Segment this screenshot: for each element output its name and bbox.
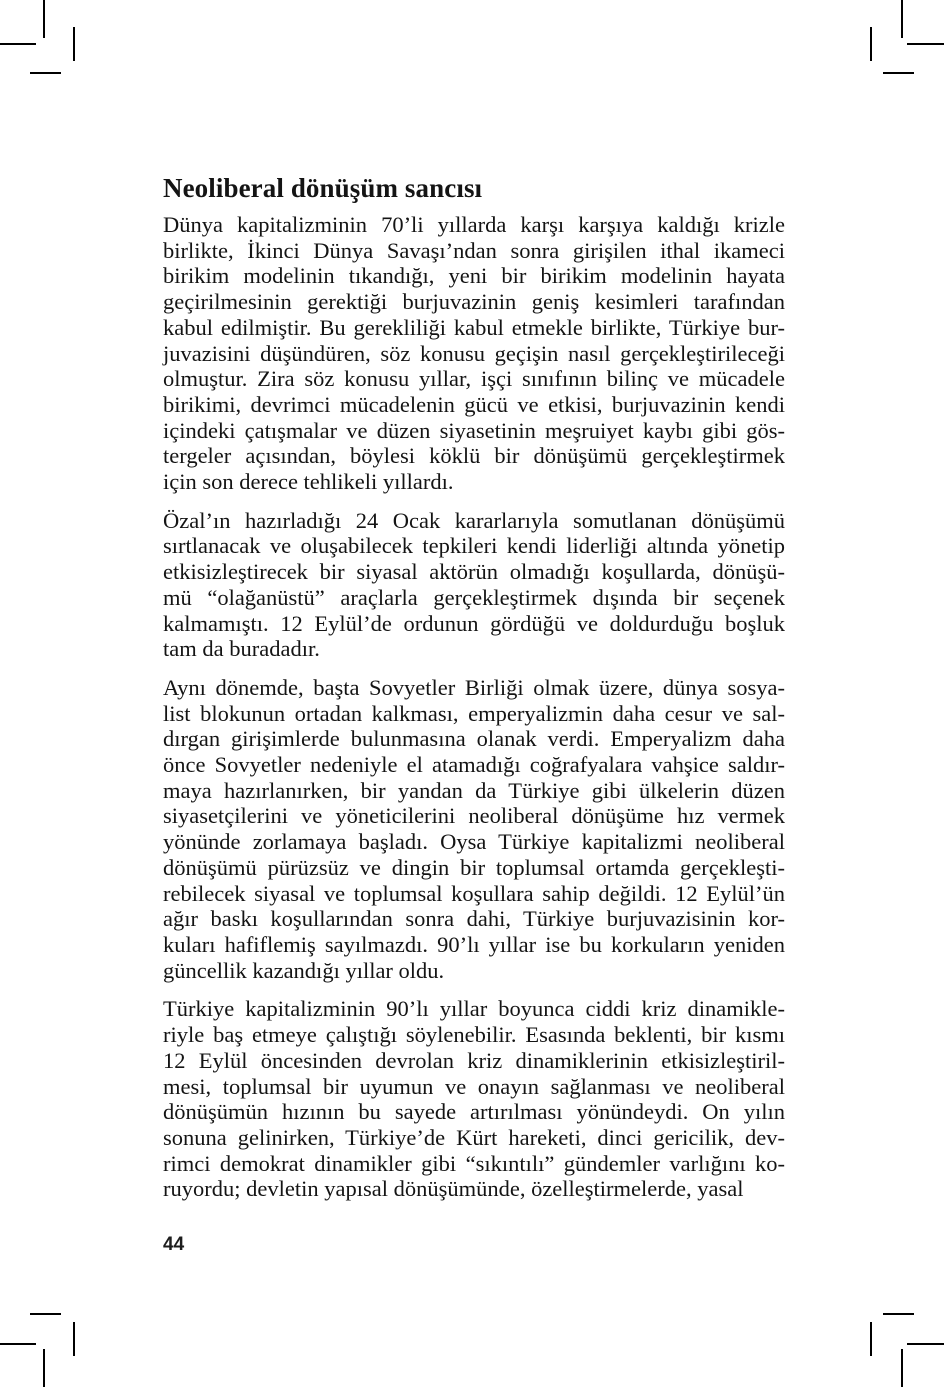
text-line: riyle baş etmeye çalıştığı söylenebilir. Esasında beklenti, bir kısmı (163, 1022, 785, 1048)
text-line: rimci demokrat dinamikler gibi “sıkıntılı” gündemler varlığını ko- (163, 1150, 785, 1176)
crop-mark-bottom-left-vertical-outer (43, 1349, 45, 1387)
text-line: geçirilmesinin gerektiği burjuvazinin geniş kesimleri tarafından (163, 289, 785, 315)
crop-mark-top-left-horizontal-inner (30, 72, 61, 74)
crop-mark-top-right-vertical-outer (901, 0, 903, 38)
text-line: yönünde zorlamaya başladı. Oysa Türkiye kapitalizmi neoliberal (163, 829, 785, 855)
text-line: juvazisini düşündüren, söz konusu geçişin nasıl gerçekleştirileceği (163, 340, 785, 366)
text-line: kalmamıştı. 12 Eylül’de ordunun gördüğü ve doldurduğu boşluk (163, 610, 785, 636)
text-line: siyasetçilerini ve yöneticilerini neoliberal dönüşüme hız vermek (163, 803, 785, 829)
text-block (163, 174, 785, 1202)
page-number: 44 (163, 1234, 185, 1255)
text-line: olmuştur. Zira söz konusu yıllar, işçi sınıfının bilinç ve mücadele (163, 366, 785, 392)
section-title: Neoliberal dönüşüm sancısı (163, 173, 483, 203)
crop-mark-top-left-vertical-inner (73, 27, 75, 61)
text-line: maya hazırlanırken, bir yandan da Türkiye gibi ülkelerin düzen (163, 777, 785, 803)
paragraph (163, 675, 785, 983)
text-line: birikimi, devrimci mücadelenin gücü ve etkisi, burjuvazinin kendi (163, 391, 785, 417)
crop-mark-bottom-left-vertical-inner (73, 1322, 75, 1356)
text-line: Dünya kapitalizminin 70’li yıllarda karşı karşıya kaldığı krizle (163, 212, 785, 237)
crop-mark-bottom-left-horizontal-inner (30, 1313, 61, 1315)
paragraph (163, 996, 785, 1202)
text-line: tam da buradadır. (163, 636, 320, 662)
crop-mark-top-left-vertical-outer (43, 0, 45, 38)
text-line: kabul edilmiştir. Bu gerekliliği kabul etmekle birlikte, Türkiye bur- (163, 314, 785, 340)
text-line: birikim modelinin tıkandığı, yeni bir birikim modelinin hayata (163, 263, 785, 289)
crop-mark-bottom-right-horizontal-outer (907, 1343, 944, 1345)
text-line: mü “olağanüstü” araçlarla gerçekleştirmek dışında bir seçenek (163, 584, 785, 610)
text-line: tergeler açısından, böylesi köklü bir dönüşümü gerçekleştirmek (163, 443, 785, 469)
text-line: için son derece tehlikeli yıllardı. (163, 469, 454, 495)
crop-mark-bottom-right-vertical-inner (870, 1322, 872, 1356)
text-line: kuları hafiflemiş sayılmazdı. 90’lı yıllar ise bu korkuların yeniden (163, 931, 785, 957)
text-line: ruyordu; devletin yapısal dönüşümünde, özelleştirmelerde, yasal (163, 1176, 744, 1202)
text-line: dırgan girişimlerde bulunmasına olanak verdi. Emperyalizm daha (163, 726, 785, 752)
crop-mark-bottom-right-horizontal-inner (883, 1313, 914, 1315)
text-line: mesi, toplumsal bir uyumun ve onayın sağlanması ve neoliberal (163, 1073, 785, 1099)
text-line: dönüşümün hızının bu sayede artırılması yönündeydi. On yılın (163, 1099, 785, 1125)
crop-mark-top-right-vertical-inner (870, 27, 872, 61)
crop-mark-top-right-horizontal-outer (907, 43, 944, 45)
text-line: güncellik kazandığı yıllar oldu. (163, 957, 445, 983)
text-line: etkisizleştirecek bir siyasal aktörün olmadığı koşullarda, dönüşü- (163, 559, 785, 585)
crop-mark-top-right-horizontal-inner (883, 72, 914, 74)
text-line: sırtlanacak ve oluşabilecek tepkileri kendi liderliği altında yönetip (163, 533, 785, 559)
text-line: list blokunun ortadan kalkması, emperyalizmin daha cesur ve sal- (163, 700, 785, 726)
paragraph (163, 508, 785, 662)
text-line: Aynı dönemde, başta Sovyetler Birliği olmak üzere, dünya sosya- (163, 674, 785, 700)
text-line: ağır baskı koşullarından sonra dahi, Türkiye burjuvazisinin kor- (163, 906, 785, 932)
text-line: sonuna gelinirken, Türkiye’de Kürt hareketi, dinci gericilik, dev- (163, 1124, 785, 1150)
text-line: 12 Eylül öncesinden devrolan kriz dinamiklerinin etkisizleştiril- (163, 1047, 785, 1073)
text-line: Özal’ın hazırladığı 24 Ocak kararlarıyla somutlanan dönüşümü (163, 507, 785, 533)
text-line: rebilecek siyasal ve toplumsal koşullara sahip değildi. 12 Eylül’ün (163, 880, 785, 906)
crop-mark-top-left-horizontal-outer (0, 43, 36, 45)
text-line: birlikte, İkinci Dünya Savaşı’ndan sonra girişilen ithal ikameci (163, 237, 785, 263)
text-line: dönüşümü pürüzsüz ve dingin bir toplumsal ortamda gerçekleşti- (163, 854, 785, 880)
text-line: önce Sovyetler nedeniyle el atamadığı coğrafyalara vahşice saldır- (163, 752, 785, 778)
crop-mark-bottom-left-horizontal-outer (0, 1343, 36, 1345)
text-line: Türkiye kapitalizminin 90’lı yıllar boyunca ciddi kriz dinamikle- (163, 996, 785, 1022)
crop-mark-bottom-right-vertical-outer (901, 1349, 903, 1387)
paragraph (163, 212, 785, 495)
paragraphs (163, 212, 785, 1202)
text-line: içindeki çatışmalar ve düzen siyasetinin meşruiyet kaybı gibi gös- (163, 417, 785, 443)
